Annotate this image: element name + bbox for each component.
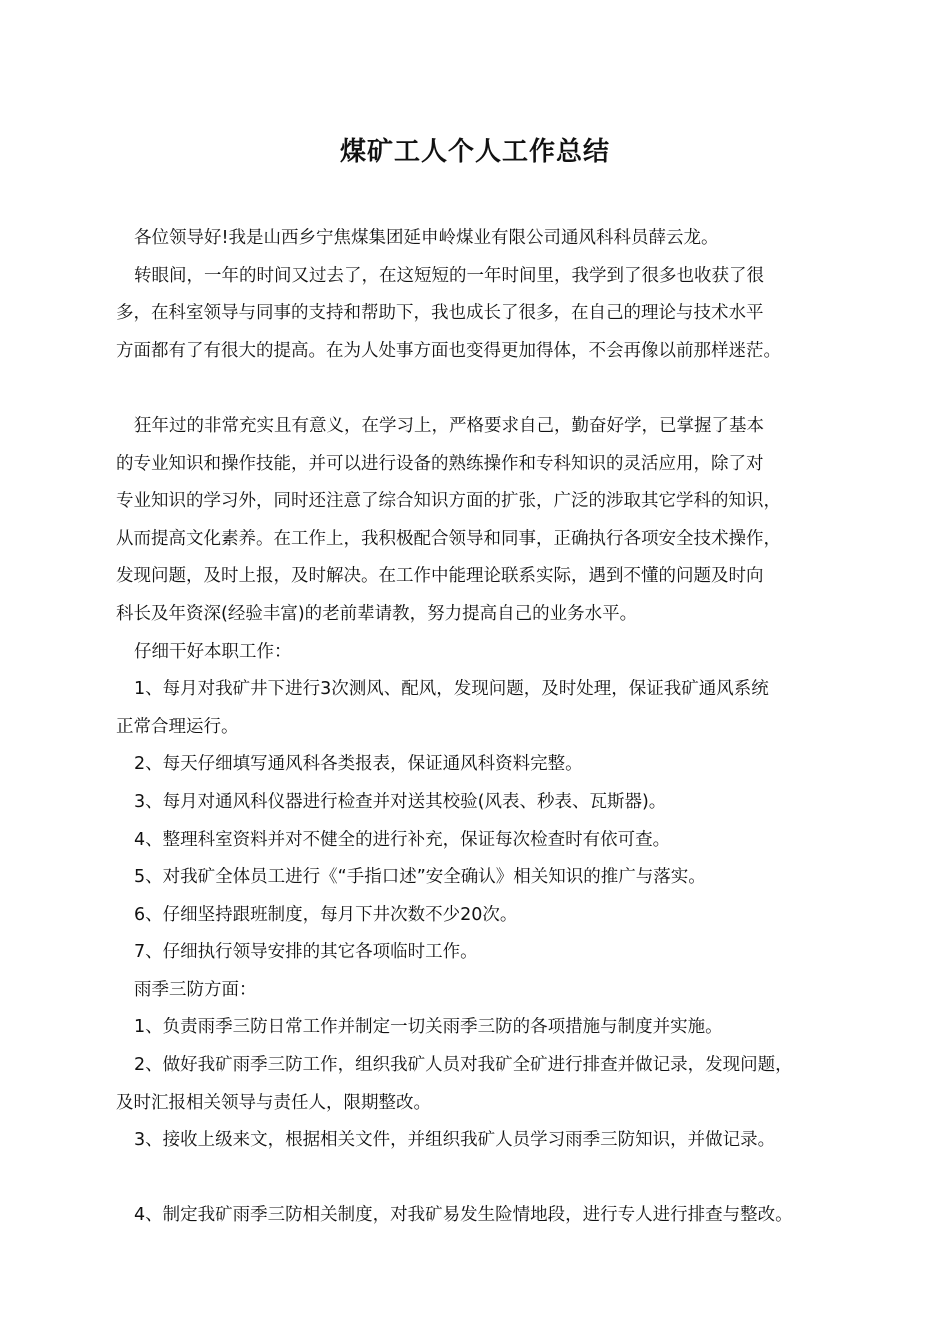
paragraph-line: 科长及年资深(经验丰富)的老前辈请教，努力提高自己的业务水平。 xyxy=(116,603,638,624)
list-item: 3、每月对通风科仪器进行检查并对送其校验(风表、秒表、瓦斯器)。 xyxy=(134,791,667,812)
document-title: 煤矿工人个人工作总结 xyxy=(339,137,610,167)
paragraph-line: 从而提高文化素养。在工作上，我积极配合领导和同事，正确执行各项安全技术操作， xyxy=(116,528,781,549)
paragraph-line: 各位领导好!我是山西乡宁焦煤集团延申岭煤业有限公司通风科科员薛云龙。 xyxy=(134,228,719,248)
list-item: 4、整理科室资料并对不健全的进行补充，保证每次检查时有依可查。 xyxy=(134,829,671,850)
paragraph-line: 发现问题，及时上报，及时解决。在工作中能理论联系实际，遇到不懂的问题及时向 xyxy=(116,566,764,587)
paragraph-line: 方面都有了有很大的提高。在为人处事方面也变得更加得体，不会再像以前那样迷茫。 xyxy=(116,340,781,361)
list-item: 2、做好我矿雨季三防工作，组织我矿人员对我矿全矿进行排查并做记录，发现问题， xyxy=(134,1055,793,1076)
paragraph-line: 转眼间，一年的时间又过去了，在这短短的一年时间里，我学到了很多也收获了很 xyxy=(134,265,764,286)
paragraph-spacer xyxy=(116,1160,846,1198)
list-item: 4、制定我矿雨季三防相关制度，对我矿易发生险情地段，进行专人进行排查与整改。 xyxy=(134,1205,793,1226)
paragraph-line: 狂年过的非常充实且有意义，在学习上，严格要求自己，勤奋好学，已掌握了基本 xyxy=(134,415,764,436)
list-item: 7、仔细执行领导安排的其它各项临时工作。 xyxy=(134,942,478,963)
list-item-continuation: 及时汇报相关领导与责任人，限期整改。 xyxy=(116,1092,431,1113)
list-item: 3、接收上级来文，根据相关文件，并组织我矿人员学习雨季三防知识，并做记录。 xyxy=(134,1130,776,1151)
document-body xyxy=(116,220,846,1235)
paragraph-line: 多，在科室领导与同事的支持和帮助下，我也成长了很多，在自己的理论与技术水平 xyxy=(116,303,764,324)
section-heading: 雨季三防方面： xyxy=(134,979,257,1000)
paragraph-line: 专业知识的学习外，同时还注意了综合知识方面的扩张，广泛的涉取其它学科的知识， xyxy=(116,491,781,512)
list-item: 1、负责雨季三防日常工作并制定一切关雨季三防的各项措施与制度并实施。 xyxy=(134,1017,723,1038)
list-item: 6、仔细坚持跟班制度，每月下井次数不少20次。 xyxy=(134,904,518,925)
list-item-continuation: 正常合理运行。 xyxy=(116,716,239,737)
paragraph-spacer xyxy=(116,370,846,408)
paragraph-line: 的专业知识和操作技能，并可以进行设备的熟练操作和专科知识的灵活应用，除了对 xyxy=(116,453,764,474)
list-item: 5、对我矿全体员工进行《“手指口述”安全确认》相关知识的推广与落实。 xyxy=(134,867,706,888)
list-item: 1、每月对我矿井下进行3次测风、配风，发现问题，及时处理，保证我矿通风系统 xyxy=(134,679,769,700)
list-item: 2、每天仔细填写通风科各类报表，保证通风科资料完整。 xyxy=(134,754,583,775)
section-heading: 仔细干好本职工作： xyxy=(134,641,292,662)
